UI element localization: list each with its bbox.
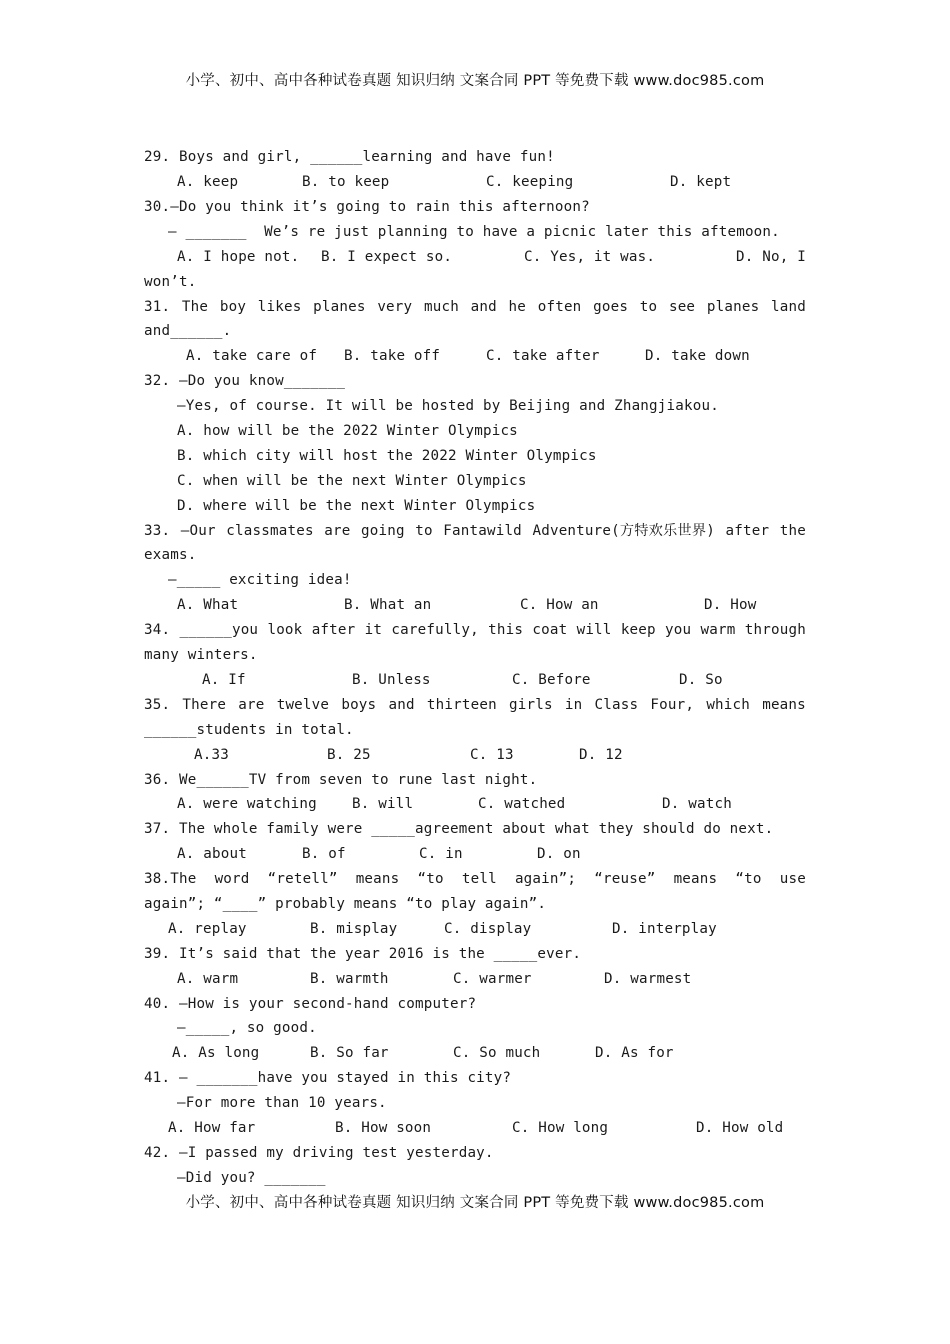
question-40-option-d: D. As for: [595, 1045, 674, 1061]
question-30-option-d: D. No, I: [736, 249, 806, 265]
word: often: [537, 299, 582, 315]
question-38-option-d: D. interplay: [612, 921, 717, 937]
question-30-option-c: C. Yes, it was.: [524, 249, 656, 265]
question-35-option-d: D. 12: [579, 747, 623, 763]
word: boys: [341, 697, 377, 713]
question-39-option-a: A. warm: [177, 971, 239, 987]
word: this: [488, 622, 524, 638]
question-41-reply: —For more than 10 years.: [177, 1095, 387, 1111]
question-31-option-b: B. take off: [344, 348, 441, 364]
question-38-option-b: B. misplay: [310, 921, 398, 937]
question-30-continuation: won’t.: [144, 274, 197, 290]
question-39-option-c: C. warmer: [453, 971, 532, 987]
question-37-option-d: D. on: [537, 846, 581, 862]
word: boy: [219, 299, 247, 315]
question-36-stem: 36. We______TV from seven to rune last night.: [144, 772, 538, 788]
word: Fantawild: [443, 523, 522, 539]
question-38-stem: [144, 869, 806, 889]
word: to: [639, 299, 658, 315]
question-30-option-b: B. I expect so.: [321, 249, 453, 265]
word: Adventure(方特欢乐世界): [532, 523, 715, 539]
word: The: [181, 299, 209, 315]
question-32-option-b: B. which city will host the 2022 Winter Olympics: [177, 448, 597, 464]
question-34-continuation: many winters.: [144, 647, 258, 663]
word: he: [508, 299, 527, 315]
word: keep: [620, 622, 656, 638]
word: are: [238, 697, 265, 713]
question-29-option-b: B. to keep: [302, 174, 390, 190]
question-30-reply: — _______ We’s re just planning to have a picnic later this aftemoon.: [168, 224, 780, 240]
question-36-option-c: C. watched: [478, 796, 566, 812]
question-36-option-a: A. were watching: [177, 796, 317, 812]
question-34-option-c: C. Before: [512, 672, 591, 688]
question-31-option-a: A. take care of: [186, 348, 318, 364]
word: through: [744, 622, 806, 638]
word: means: [673, 871, 718, 887]
word: carefully,: [391, 622, 479, 638]
word: see: [668, 299, 696, 315]
word: to: [415, 523, 433, 539]
question-32-reply: —Yes, of course. It will be hosted by Beijing and Zhangjiakou.: [177, 398, 719, 414]
word: “to: [417, 871, 444, 887]
word: Class: [594, 697, 639, 713]
question-32-option-d: D. where will be the next Winter Olympics: [177, 498, 536, 514]
question-35-continuation: ______students in total.: [144, 722, 354, 738]
question-35-option-c: C. 13: [470, 747, 514, 763]
question-29-option-c: C. keeping: [486, 174, 574, 190]
question-37-option-b: B. of: [302, 846, 346, 862]
question-33-option-d: D. How: [704, 597, 757, 613]
question-40-stem: 40. —How is your second-hand computer?: [144, 996, 477, 1012]
question-40-option-a: A. As long: [172, 1045, 260, 1061]
word: look: [267, 622, 303, 638]
question-41-option-c: C. How long: [512, 1120, 609, 1136]
question-37-option-c: C. in: [419, 846, 463, 862]
word: again”;: [514, 871, 577, 887]
word: ______you: [179, 622, 259, 638]
word: 34.: [144, 622, 171, 638]
question-41-option-d: D. How old: [696, 1120, 784, 1136]
word: “to: [735, 871, 762, 887]
question-34-option-d: D. So: [679, 672, 723, 688]
word: coat: [532, 622, 568, 638]
word: word: [214, 871, 250, 887]
question-40-reply: —_____, so good.: [177, 1020, 317, 1036]
word: —Our: [180, 523, 216, 539]
question-33-reply: —_____ exciting idea!: [168, 572, 352, 588]
question-42-stem: 42. —I passed my driving test yesterday.: [144, 1145, 494, 1161]
word: 33.: [144, 523, 171, 539]
word: girls: [508, 697, 553, 713]
question-36-option-d: D. watch: [662, 796, 732, 812]
question-39-option-b: B. warmth: [310, 971, 389, 987]
word: land: [771, 299, 806, 315]
question-41-stem: 41. — _______have you stayed in this city?: [144, 1070, 512, 1086]
question-36-option-b: B. will: [352, 796, 414, 812]
word: planes: [313, 299, 366, 315]
question-31-stem: [144, 297, 806, 317]
word: much: [423, 299, 459, 315]
word: use: [779, 871, 806, 887]
word: “reuse”: [594, 871, 656, 887]
question-32-option-c: C. when will be the next Winter Olympics: [177, 473, 527, 489]
question-32-option-a: A. how will be the 2022 Winter Olympics: [177, 423, 518, 439]
question-40-option-b: B. So far: [310, 1045, 389, 1061]
question-30-option-a: A. I hope not.: [177, 249, 300, 265]
question-41-option-b: B. How soon: [335, 1120, 432, 1136]
word: Four,: [650, 697, 695, 713]
question-29-stem: 29. Boys and girl, ______learning and have fun!: [144, 149, 555, 165]
question-39-option-d: D. warmest: [604, 971, 692, 987]
question-38-continuation: again”; “____” probably means “to play again”.: [144, 896, 547, 912]
word: 35.: [144, 697, 171, 713]
question-29-option-d: D. kept: [670, 174, 732, 190]
word: planes: [706, 299, 760, 315]
question-31-continuation: and______.: [144, 323, 232, 339]
question-33-continuation: exams.: [144, 547, 197, 563]
question-40-option-c: C. So much: [453, 1045, 541, 1061]
question-33-stem: [144, 521, 806, 541]
word: “retell”: [267, 871, 338, 887]
word: There: [182, 697, 227, 713]
question-33-option-b: B. What an: [344, 597, 432, 613]
question-34-option-a: A. If: [202, 672, 246, 688]
question-33-option-c: C. How an: [520, 597, 599, 613]
question-29-option-a: A. keep: [177, 174, 239, 190]
question-35-stem: [144, 695, 806, 715]
page-header: 小学、初中、高中各种试卷真题 知识归纳 文案合同 PPT 等免费下载 www.doc985.com: [185, 73, 765, 89]
page-footer: 小学、初中、高中各种试卷真题 知识归纳 文案合同 PPT 等免费下载 www.doc985.com: [185, 1195, 765, 1211]
word: goes: [593, 299, 629, 315]
word: going: [360, 523, 405, 539]
word: 38.The: [144, 871, 197, 887]
word: tell: [461, 871, 497, 887]
word: after: [311, 622, 356, 638]
question-37-option-a: A. about: [177, 846, 247, 862]
word: which: [706, 697, 751, 713]
question-42-reply: —Did you? _______: [177, 1170, 326, 1186]
question-31-option-c: C. take after: [486, 348, 600, 364]
word: the: [779, 523, 806, 539]
word: you: [665, 622, 692, 638]
word: classmates: [226, 523, 314, 539]
question-35-option-b: B. 25: [327, 747, 371, 763]
question-38-option-a: A. replay: [168, 921, 247, 937]
word: are: [324, 523, 351, 539]
word: thirteen: [426, 697, 497, 713]
question-34-stem: [144, 620, 806, 640]
word: and: [388, 697, 415, 713]
question-34-option-b: B. Unless: [352, 672, 431, 688]
question-38-option-c: C. display: [444, 921, 532, 937]
question-41-option-a: A. How far: [168, 1120, 256, 1136]
word: after: [725, 523, 770, 539]
question-35-option-a: A.33: [194, 747, 229, 763]
word: means: [762, 697, 806, 713]
word: and: [470, 299, 497, 315]
word: in: [564, 697, 583, 713]
word: it: [364, 622, 383, 638]
word: twelve: [276, 697, 330, 713]
question-30-stem: 30.—Do you think it’s going to rain this afternoon?: [144, 199, 590, 215]
question-37-stem: 37. The whole family were _____agreement about what they should do next.: [144, 821, 774, 837]
word: very: [377, 299, 413, 315]
question-39-stem: 39. It’s said that the year 2016 is the _____ever.: [144, 946, 582, 962]
question-32-stem: 32. —Do you know_______: [144, 373, 346, 389]
word: warm: [700, 622, 736, 638]
word: likes: [257, 299, 302, 315]
question-31-option-d: D. take down: [645, 348, 750, 364]
word: will: [576, 622, 612, 638]
word: means: [355, 871, 400, 887]
word: 31.: [144, 299, 171, 315]
question-33-option-a: A. What: [177, 597, 239, 613]
